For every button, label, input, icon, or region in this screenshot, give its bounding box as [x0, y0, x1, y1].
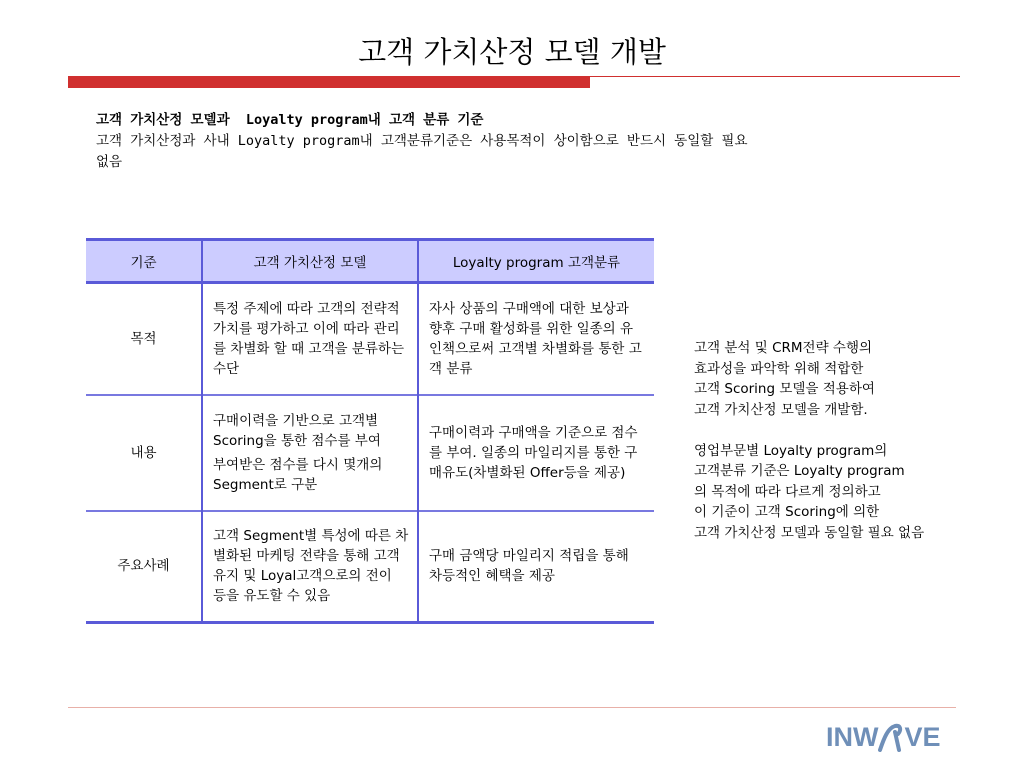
- side-note: [694, 338, 1014, 543]
- cell-text: 구매 금액당 마일리지 적립을 통해 차등적인 혜택을 제공: [429, 548, 629, 585]
- side-note-line: 고객 가치산정 모델과 동일할 필요 없음: [694, 524, 925, 541]
- cell-loyalty-content: [418, 395, 654, 511]
- side-note-line: 의 목적에 따라 다르게 정의하고: [694, 483, 881, 500]
- side-note-line: 고객 Scoring 모델을 적용하여: [694, 381, 875, 397]
- side-note-line: 효과성을 파악학 위해 적합한: [694, 360, 864, 377]
- intro-body-line1: 고객 가치산정과 사내 Loyalty program내 고객분류기준은 사용목적이 상이함으로 반드시 동일할 필요: [96, 133, 748, 149]
- row-label-cases: 주요사례: [86, 511, 202, 623]
- wave-a-icon: [878, 722, 904, 752]
- paragraph-gap: [694, 420, 1014, 441]
- cell-text: 구매이력을 기반으로 고객별 Scoring을 통한 점수를 부여: [213, 412, 381, 449]
- cell-text: 특정 주제에 따라 고객의 전략적 가치를 평가하고 이에 따라 관리를 차별화 할 때 고객을 분류하는 수단: [213, 300, 404, 377]
- side-note-line: 고객분류 기준은 Loyalty program: [694, 463, 905, 479]
- comparison-table: [86, 238, 654, 624]
- cell-model-purpose: [202, 283, 418, 395]
- company-logo: [826, 719, 956, 755]
- side-note-line: 고객 가치산정 모델을 개발함.: [694, 401, 868, 418]
- side-note-line: 이 기준이 고객 Scoring에 의한: [694, 504, 880, 520]
- cell-text: 부여받은 점수를 다시 몇개의 Segment로 구분: [213, 456, 383, 493]
- side-note-line: 영업부문별 Loyalty program의: [694, 442, 888, 459]
- logo-text-right: VE: [904, 721, 941, 752]
- intro-body-line2: 없음: [96, 154, 123, 170]
- table-row: [86, 511, 654, 623]
- table-row: [86, 283, 654, 395]
- row-label-content: 내용: [86, 395, 202, 511]
- cell-loyalty-cases: [418, 511, 654, 623]
- header-loyalty-classification: Loyalty program 고객분류: [418, 240, 654, 283]
- table-row: [86, 395, 654, 511]
- cell-loyalty-purpose: [418, 283, 654, 395]
- title-underline-thick: [68, 76, 590, 88]
- cell-text: 구매이력과 구매액을 기준으로 점수를 부여. 일종의 마일리지를 통한 구매유도(차별화된 Offer등을 제공): [429, 424, 638, 481]
- slide-title: 고객 가치산정 모델 개발: [358, 35, 666, 69]
- intro-heading: 고객 가치산정 모델과 Loyalty program내 고객 분류 기준: [96, 112, 484, 128]
- side-note-line: 고객 분석 및 CRM전략 수행의: [694, 340, 873, 356]
- logo-text-left: INW: [826, 721, 879, 752]
- cell-text: 자사 상품의 구매액에 대한 보상과 향후 구매 활성화를 위한 일종의 유인책으로써 고객별 차별화를 통한 고객 분류: [429, 300, 642, 377]
- table-header-row: [86, 240, 654, 283]
- intro-block: [96, 110, 926, 173]
- header-value-model: 고객 가치산정 모델: [202, 240, 418, 283]
- cell-text: 고객 Segment별 특성에 따른 차별화된 마케팅 전략을 통해 고객유지 및 Loyal고객으로의 전이 등을 유도할 수 있음: [213, 528, 409, 605]
- header-criteria: 기준: [86, 240, 202, 283]
- row-label-purpose: 목적: [86, 283, 202, 395]
- footer-rule: [68, 707, 956, 708]
- cell-model-cases: [202, 511, 418, 623]
- cell-model-content: [202, 395, 418, 511]
